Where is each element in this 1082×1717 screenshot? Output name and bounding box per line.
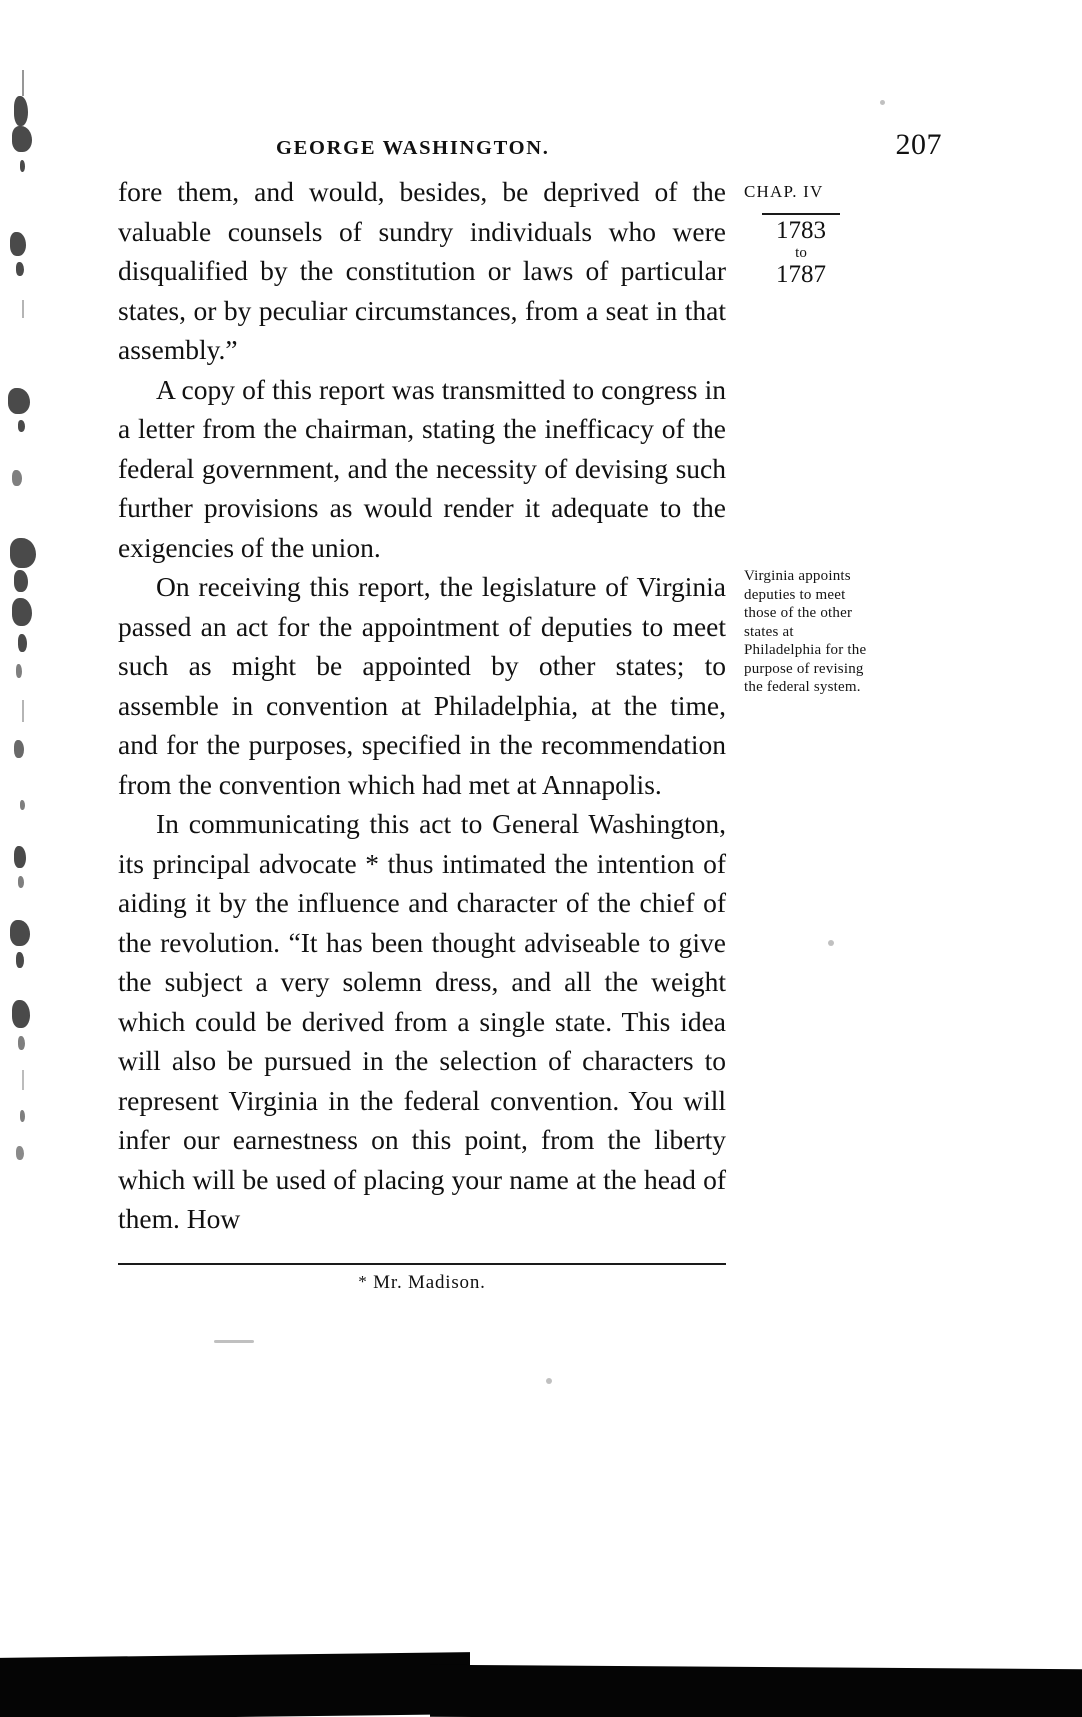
- scan-bottom-band: [0, 1633, 1082, 1717]
- scan-speck: [828, 940, 834, 946]
- paragraph-4: In communicating this act to General Washington, its principal advocate * thus intimated the intention of aiding it by the influence and character of the chief of the revolution. “It has been thought adviseable to give the subject a very solemn dress, and all the weight which could be derived from a single state. This idea will also be pursued in the selection of characters to represent Virginia in the federal convention. You will infer our earnestness on this point, from the liberty which will be used of placing your name at the head of them. How: [118, 808, 726, 1234]
- paragraph-1: fore them, and would, besides, be deprived of the valuable counsels of sundry individuals who were disqualified by the constitution or laws of particular states, or by peculiar circumstances, from a seat in that assembly.”: [118, 176, 726, 365]
- side-note: Virginia appoints deputies to meet those of the other states at Philadelphia for the purpose of revising the federal system.: [744, 568, 867, 695]
- footnote-rule: [118, 1263, 726, 1265]
- year-from: 1783: [776, 217, 826, 244]
- footnote-marker: *: [358, 1272, 368, 1291]
- paragraph-2: A copy of this report was transmitted to congress in a letter from the chairman, stating the inefficacy of the federal government, and the necessity of devising such further provisions as would render it adequate to the exigencies of the union.: [118, 373, 726, 563]
- scan-smudge: [214, 1340, 254, 1343]
- scan-speck: [880, 100, 885, 105]
- year-range: [758, 213, 844, 289]
- chapter-label: CHAP. IV: [744, 182, 824, 201]
- scan-speck: [546, 1378, 552, 1384]
- footnote-text: Mr. Madison.: [373, 1272, 486, 1293]
- footnote: [118, 1272, 726, 1294]
- body-text: [118, 172, 726, 1239]
- running-head: GEORGE WASHINGTON.: [276, 137, 550, 159]
- paragraph-3: On receiving this report, the legislature of Virginia passed an act for the appointment of deputies to meet such as might be appointed by other states; to assemble in convention at Philadelphia, at the time, and for the purposes, specified in the recommendation from the convention which had met at Annapolis.: [118, 571, 726, 800]
- year-rule: [762, 213, 840, 215]
- page-number: 207: [895, 128, 942, 161]
- year-to-label: to: [795, 245, 807, 261]
- scan-edge-artifact: [0, 0, 46, 1540]
- year-until: 1787: [776, 261, 826, 288]
